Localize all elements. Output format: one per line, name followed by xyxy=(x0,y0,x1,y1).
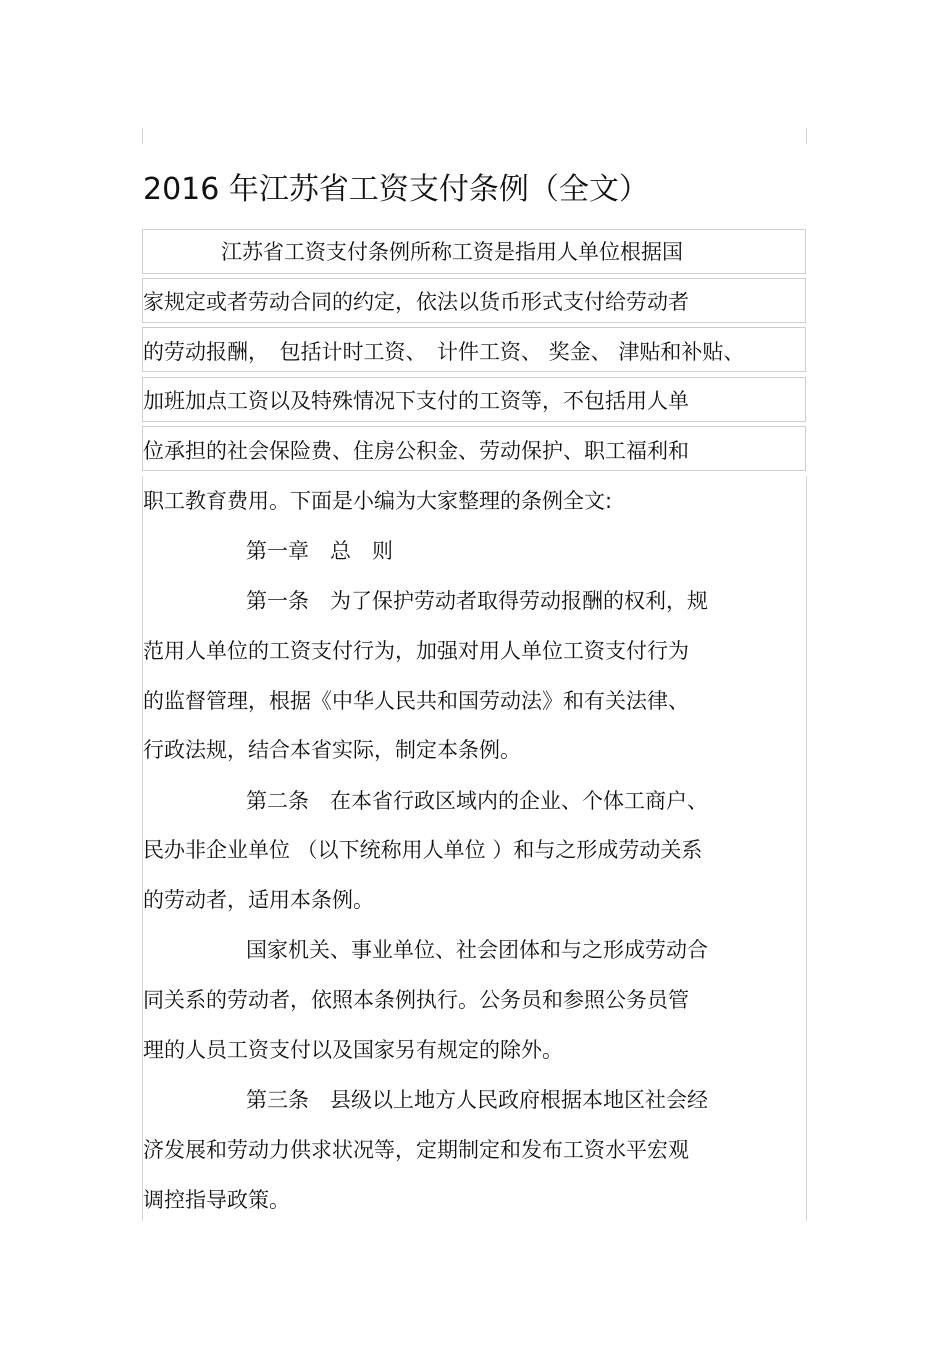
article-line: 同关系的劳动者，依照本条例执行。公务员和参照公务员管 xyxy=(143,988,689,1012)
left-margin-guide xyxy=(142,128,143,144)
paragraph-line: 江苏省工资支付条例所称工资是指用人单位根据国 xyxy=(221,240,683,264)
right-margin-guide xyxy=(806,128,807,144)
paragraph-line: 职工教育费用。下面是小编为大家整理的条例全文: xyxy=(143,489,613,513)
article-line: 国家机关、事业单位、社会团体和与之形成劳动合 xyxy=(246,938,708,962)
article-line: 第二条 在本省行政区域内的企业、个体工商户、 xyxy=(246,789,708,813)
article-line: 调控指导政策。 xyxy=(143,1188,290,1212)
article-line: 行政法规，结合本省实际，制定本条例。 xyxy=(143,738,521,762)
chapter-heading: 第一章 总 则 xyxy=(246,539,393,563)
article-line: 理的人员工资支付以及国家另有规定的除外。 xyxy=(143,1038,563,1062)
article-line: 的劳动者，适用本条例。 xyxy=(143,888,374,912)
article-line: 民办非企业单位 （以下统称用人单位 ）和与之形成劳动关系 xyxy=(143,838,703,862)
paragraph-line: 加班加点工资以及特殊情况下支付的工资等，不包括用人单 xyxy=(143,389,689,413)
article-line: 的监督管理，根据《中华人民共和国劳动法》和有关法律、 xyxy=(143,689,689,713)
right-text-guide xyxy=(806,476,807,1221)
article-line: 济发展和劳动力供求状况等，定期制定和发布工资水平宏观 xyxy=(143,1138,689,1162)
paragraph-line: 的劳动报酬， 包括计时工资、 计件工资、 奖金、 津贴和补贴、 xyxy=(143,340,745,364)
paragraph-line: 位承担的社会保险费、住房公积金、劳动保护、职工福利和 xyxy=(143,439,689,463)
article-line: 第三条 县级以上地方人民政府根据本地区社会经 xyxy=(246,1088,708,1112)
article-line: 范用人单位的工资支付行为，加强对用人单位工资支付行为 xyxy=(143,639,689,663)
paragraph-line: 家规定或者劳动合同的约定，依法以货币形式支付给劳动者 xyxy=(143,290,689,314)
article-line: 第一条 为了保护劳动者取得劳动报酬的权利，规 xyxy=(246,589,708,613)
document-title: 2016 年江苏省工资支付条例（全文） xyxy=(143,172,649,207)
